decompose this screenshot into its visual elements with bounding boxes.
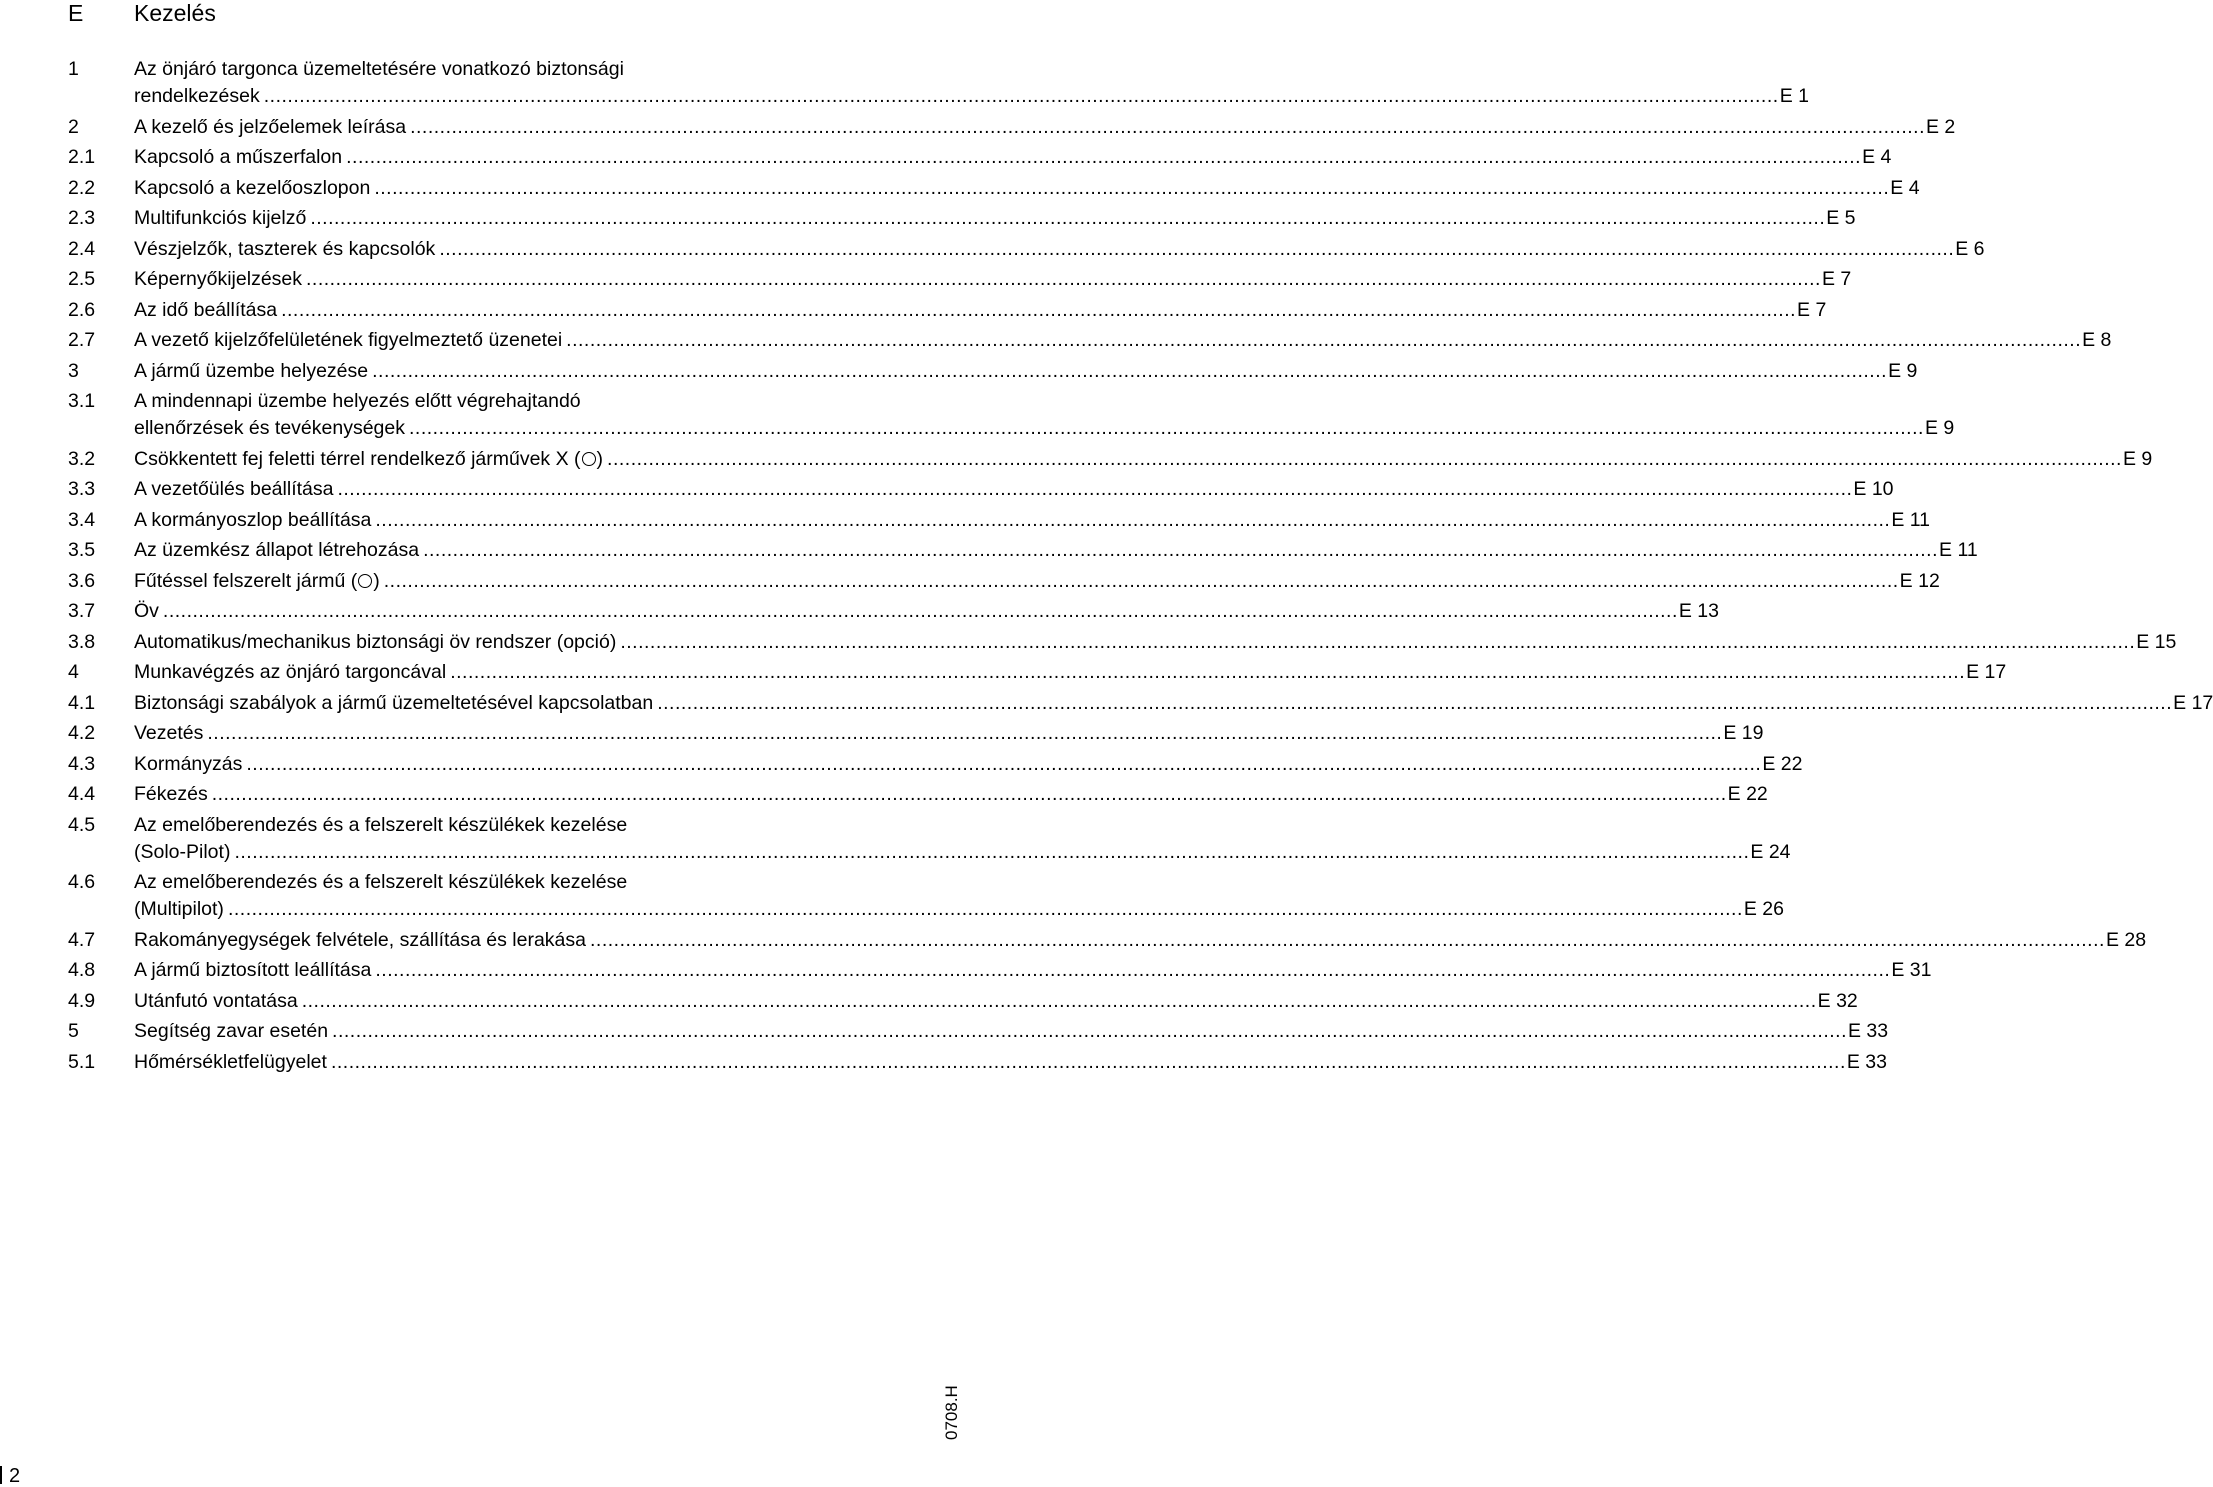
toc-section-number: 4.1	[68, 691, 96, 714]
toc-title-line: Az emelőberendezés és a felszerelt készülékek kezelése	[134, 813, 628, 836]
toc-entry[interactable]	[68, 659, 2007, 686]
toc-dot-leader	[384, 568, 1899, 595]
toc-entry-body	[134, 1049, 1887, 1076]
toc-page-reference: E 24	[1750, 840, 1791, 863]
toc-leader-line	[134, 415, 1954, 442]
toc-leader-line	[134, 476, 1894, 503]
toc-title	[134, 297, 277, 324]
toc-leader-line	[134, 568, 1940, 595]
toc-section-number: 2.7	[68, 329, 96, 351]
toc-title	[134, 690, 653, 717]
toc-page-reference: E 7	[1821, 268, 1852, 290]
toc-title-suffix: )	[596, 447, 604, 470]
toc-title	[134, 446, 603, 473]
toc-section-number: 4.6	[68, 871, 96, 893]
toc-entry-body	[134, 507, 1930, 534]
toc-page-reference: E 4	[1890, 176, 1920, 199]
toc-title-text: (Solo-Pilot)	[134, 840, 231, 863]
toc-entry-body	[134, 266, 1851, 293]
toc-title-text: Multifunkciós kijelző	[134, 207, 307, 229]
toc-dot-leader	[657, 690, 2172, 717]
toc-title-text: Kapcsoló a kezelőoszlopon	[134, 176, 371, 199]
toc-leader-line	[134, 175, 1920, 202]
toc-page-reference: E 28	[2105, 928, 2147, 951]
toc-leader-line	[134, 537, 1978, 564]
toc-entry-body	[134, 869, 1784, 923]
toc-title	[134, 144, 342, 171]
toc-title	[134, 927, 586, 954]
toc-page-reference: E 2	[1926, 115, 1956, 138]
toc-title	[134, 476, 333, 503]
toc-page-reference: E 11	[1939, 539, 1978, 561]
toc-dot-leader	[234, 839, 1749, 866]
toc-title-text: (Multipilot)	[134, 898, 224, 920]
toc-entry[interactable]	[68, 297, 1827, 324]
toc-section-number: 4.8	[68, 959, 96, 981]
toc-entry-body	[134, 175, 1920, 202]
toc-section-number: 4.9	[68, 989, 96, 1012]
toc-title	[134, 751, 242, 778]
toc-entry-body	[134, 568, 1940, 595]
chapter-letter: E	[68, 0, 84, 26]
toc-title	[134, 896, 224, 923]
toc-entry[interactable]	[68, 56, 1809, 110]
toc-leader-line	[134, 266, 1851, 293]
page-number	[0, 1465, 20, 1487]
toc-entry-body	[134, 812, 1791, 866]
toc-title	[134, 266, 302, 293]
toc-title-suffix: )	[373, 569, 380, 592]
toc-title	[134, 507, 371, 534]
toc-title-text: A kormányoszlop beállítása	[134, 508, 372, 531]
toc-section-number: 2.1	[68, 146, 96, 168]
toc-page-reference: E 7	[1797, 298, 1827, 321]
toc-title-text: rendelkezések	[134, 85, 260, 107]
toc-entry-body	[134, 358, 1917, 385]
toc-entry-body	[134, 659, 2006, 686]
toc-entry[interactable]	[68, 927, 2147, 954]
toc-title	[134, 781, 208, 808]
toc-dot-leader	[281, 297, 1796, 324]
toc-section-number: 5	[68, 1020, 79, 1042]
chapter-title: Kezelés	[134, 0, 216, 26]
toc-leader-line	[134, 751, 1802, 778]
toc-title-text: A jármű üzembe helyezése	[134, 359, 369, 382]
toc-title-text: A jármű biztosított leállítása	[134, 959, 372, 981]
toc-page-reference: E 8	[2082, 329, 2112, 351]
toc-page-reference: E 26	[1743, 898, 1784, 920]
toc-page-reference: E 9	[1924, 417, 1955, 439]
toc-entry-body	[134, 327, 2111, 354]
toc-leader-line	[134, 659, 2006, 686]
option-circle-icon	[582, 452, 596, 466]
toc-entry-body	[134, 598, 1719, 625]
toc-section-number: 2.6	[68, 298, 96, 321]
toc-page-reference: E 22	[1762, 752, 1803, 775]
toc-title	[134, 629, 616, 656]
toc-entry-body	[134, 446, 2152, 473]
toc-dot-leader	[246, 751, 1761, 778]
toc-title-line: A mindennapi üzembe helyezés előtt végrehajtandó	[134, 390, 581, 412]
toc-leader-line	[134, 236, 1985, 263]
toc-section-number: 3.2	[68, 447, 96, 470]
toc-title	[134, 114, 406, 141]
toc-dot-leader	[264, 83, 1779, 110]
toc-entry[interactable]	[68, 144, 1892, 171]
toc-title	[134, 839, 230, 866]
toc-title-text: Az idő beállítása	[134, 298, 278, 321]
toc-section-number: 5.1	[68, 1050, 96, 1073]
toc-section-number: 2.3	[68, 207, 96, 229]
toc-title-text: Kapcsoló a műszerfalon	[134, 146, 343, 168]
toc-title-text: Az üzemkész állapot létrehozása	[134, 539, 420, 561]
toc-entry[interactable]	[68, 869, 1784, 923]
toc-entry-body	[134, 56, 1809, 110]
toc-dot-leader	[207, 720, 1722, 747]
toc-section-number: 4.3	[68, 752, 96, 775]
toc-entry-body	[134, 1018, 1888, 1045]
toc-section-number: 3	[68, 359, 79, 382]
toc-dot-leader	[212, 781, 1727, 808]
toc-dot-leader	[310, 205, 1825, 232]
toc-leader-line	[134, 927, 2146, 954]
toc-entry-body	[134, 205, 1856, 232]
toc-entry[interactable]	[68, 720, 1764, 747]
toc-entry-body	[134, 690, 2213, 717]
toc-leader-line	[134, 598, 1719, 625]
toc-title-text: Segítség zavar esetén	[134, 1020, 329, 1042]
toc-title-text: Fűtéssel felszerelt jármű (	[134, 569, 358, 592]
toc-entry[interactable]	[68, 812, 1791, 866]
toc-entry-body	[134, 927, 2146, 954]
toc-leader-line	[134, 83, 1809, 110]
toc-title	[134, 175, 370, 202]
toc-dot-leader	[375, 957, 1890, 984]
toc-dot-leader	[410, 114, 1925, 141]
toc-entry[interactable]	[68, 598, 1719, 625]
toc-entry-body	[134, 988, 1858, 1015]
toc-entry[interactable]	[68, 988, 1858, 1015]
toc-title	[134, 988, 298, 1015]
toc-entry[interactable]	[68, 175, 1920, 202]
toc-page-reference: E 15	[2136, 630, 2177, 653]
toc-title-text: Vészjelzők, taszterek és kapcsolók	[134, 237, 436, 260]
toc-section-number: 1	[68, 58, 79, 80]
toc-leader-line	[134, 327, 2111, 354]
toc-entry[interactable]	[68, 537, 1978, 564]
toc-entry[interactable]	[68, 507, 1930, 534]
toc-leader-line	[134, 957, 1931, 984]
toc-title	[134, 659, 446, 686]
toc-dot-leader	[228, 896, 1743, 923]
toc-leader-line	[134, 114, 1955, 141]
toc-title	[134, 957, 371, 984]
toc-leader-line	[134, 358, 1917, 385]
toc-leader-line	[134, 690, 2213, 717]
toc-title-text: Rakományegységek felvétele, szállítása és lerakása	[134, 928, 586, 951]
toc-section-number: 2	[68, 115, 79, 138]
toc-entry-body	[134, 297, 1826, 324]
toc-entry[interactable]	[68, 114, 1956, 141]
toc-section-number: 3.8	[68, 630, 96, 653]
toc-dot-leader	[423, 537, 1938, 564]
toc-entry[interactable]	[68, 568, 1940, 595]
toc-section-number: 3.6	[68, 569, 96, 592]
toc-entry-body	[134, 114, 1955, 141]
toc-leader-line	[134, 988, 1858, 1015]
toc-dot-leader	[439, 236, 1954, 263]
toc-entry[interactable]	[68, 388, 1955, 442]
toc-page-reference: E 6	[1955, 237, 1985, 260]
toc-title	[134, 1018, 328, 1045]
toc-title-text: Csökkentett fej feletti térrel rendelkező járművek X (	[134, 447, 581, 470]
toc-title-text: Hőmérsékletfelügyelet	[134, 1050, 327, 1073]
toc-section-number: 3.4	[68, 508, 96, 531]
toc-title-text: Fékezés	[134, 783, 208, 805]
toc-title	[134, 236, 435, 263]
toc-title	[134, 720, 203, 747]
toc-dot-leader	[409, 415, 1924, 442]
toc-title	[134, 83, 260, 110]
toc-entry-body	[134, 236, 1985, 263]
toc-page-reference: E 22	[1727, 783, 1768, 805]
toc-leader-line	[134, 297, 1826, 324]
toc-entry-body	[134, 781, 1768, 808]
page-number-value: 2	[9, 1465, 21, 1487]
toc-title	[134, 537, 419, 564]
option-circle-icon	[358, 574, 372, 588]
toc-dot-leader	[607, 446, 2122, 473]
toc-title-text: Képernyőkijelzések	[134, 268, 303, 290]
toc-section-number: 2.4	[68, 237, 96, 260]
toc-entry-body	[134, 476, 1894, 503]
toc-entry[interactable]	[68, 327, 2112, 354]
toc-entry[interactable]	[68, 266, 1852, 293]
toc-leader-line	[134, 507, 1930, 534]
toc-page-reference: E 9	[2122, 447, 2153, 470]
toc-title-line: Az önjáró targonca üzemeltetésére vonatkozó biztonsági	[134, 58, 624, 80]
table-of-contents	[68, 56, 2213, 1079]
toc-title-text: ellenőrzések és tevékenységek	[134, 417, 405, 439]
toc-entry[interactable]	[68, 781, 1768, 808]
toc-leader-line	[134, 446, 2152, 473]
toc-page-reference: E 32	[1817, 989, 1858, 1012]
toc-entry[interactable]	[68, 629, 2177, 656]
toc-dot-leader	[163, 598, 1678, 625]
toc-dot-leader	[332, 1018, 1847, 1045]
toc-entry[interactable]	[68, 446, 2153, 473]
page-header	[68, 0, 216, 26]
toc-dot-leader	[374, 175, 1889, 202]
toc-dot-leader	[337, 476, 1852, 503]
toc-title-text: Kormányzás	[134, 752, 243, 775]
toc-page-reference: E 33	[1846, 1050, 1887, 1073]
toc-page-reference: E 31	[1891, 959, 1932, 981]
toc-dot-leader	[375, 507, 1890, 534]
toc-entry[interactable]	[68, 1049, 1887, 1076]
toc-dot-leader	[372, 358, 1887, 385]
toc-leader-line	[134, 1049, 1887, 1076]
toc-section-number: 3.7	[68, 600, 96, 622]
toc-title-text: A kezelő és jelzőelemek leírása	[134, 115, 407, 138]
toc-entry[interactable]	[68, 358, 1918, 385]
toc-entry[interactable]	[68, 236, 1985, 263]
toc-entry[interactable]	[68, 205, 1856, 232]
toc-title-line: Az emelőberendezés és a felszerelt készülékek kezelése	[134, 871, 628, 893]
toc-page-reference: E 12	[1899, 569, 1940, 592]
toc-section-number: 4.2	[68, 722, 96, 744]
toc-page-reference: E 10	[1853, 478, 1894, 500]
toc-section-number: 2.2	[68, 176, 96, 199]
toc-page-reference: E 13	[1678, 600, 1719, 622]
toc-title	[134, 568, 380, 595]
document-code: 0708.H	[942, 1385, 961, 1440]
toc-dot-leader	[302, 988, 1817, 1015]
toc-page-reference: E 33	[1847, 1020, 1889, 1042]
toc-leader-line	[134, 205, 1856, 232]
toc-page-reference: E 11	[1891, 508, 1930, 531]
toc-leader-line	[134, 896, 1784, 923]
toc-title	[134, 1049, 327, 1076]
toc-page-reference: E 19	[1723, 722, 1764, 744]
toc-page-reference: E 9	[1888, 359, 1918, 382]
toc-entry-body	[134, 537, 1978, 564]
toc-entry[interactable]	[68, 476, 1894, 503]
toc-page-reference: E 5	[1826, 207, 1856, 229]
toc-title-text: A vezetőülés beállítása	[134, 478, 334, 500]
toc-entry[interactable]	[68, 957, 1932, 984]
toc-title-text: Munkavégzés az önjáró targoncával	[134, 661, 447, 683]
toc-entry-body	[134, 629, 2176, 656]
toc-entry[interactable]	[68, 751, 1803, 778]
toc-dot-leader	[331, 1049, 1846, 1076]
toc-dot-leader	[450, 659, 1965, 686]
toc-section-number: 2.5	[68, 268, 96, 290]
toc-section-number: 4.7	[68, 928, 96, 951]
toc-entry-body	[134, 388, 1954, 442]
toc-leader-line	[134, 720, 1763, 747]
toc-title-text: Utánfutó vontatása	[134, 989, 298, 1012]
toc-entry-body	[134, 720, 1763, 747]
toc-title	[134, 205, 306, 232]
toc-page-reference: E 17	[2173, 691, 2213, 714]
toc-dot-leader	[306, 266, 1821, 293]
toc-dot-leader	[346, 144, 1861, 171]
toc-page-reference: E 17	[1966, 661, 2007, 683]
toc-title-text: A vezető kijelzőfelületének figyelmeztető üzenetei	[134, 329, 563, 351]
toc-section-number: 3.3	[68, 478, 96, 500]
toc-entry[interactable]	[68, 1018, 1889, 1045]
toc-section-number: 4.4	[68, 783, 96, 805]
toc-section-number: 4.5	[68, 813, 96, 836]
toc-title	[134, 358, 368, 385]
toc-leader-line	[134, 839, 1791, 866]
toc-title	[134, 598, 159, 625]
toc-leader-line	[134, 629, 2176, 656]
toc-dot-leader	[566, 327, 2081, 354]
toc-title-text: Vezetés	[134, 722, 204, 744]
toc-entry-body	[134, 144, 1891, 171]
toc-title	[134, 327, 562, 354]
toc-dot-leader	[620, 629, 2135, 656]
page-number-bar	[0, 1466, 2, 1484]
toc-title-text: Öv	[134, 600, 159, 622]
toc-section-number: 3.1	[68, 390, 96, 412]
toc-entry[interactable]	[68, 690, 2213, 717]
toc-section-number: 4	[68, 661, 79, 683]
toc-entry-body	[134, 751, 1802, 778]
toc-section-number: 3.5	[68, 539, 96, 561]
toc-leader-line	[134, 144, 1891, 171]
toc-leader-line	[134, 781, 1768, 808]
toc-title-text: Automatikus/mechanikus biztonsági öv rendszer (opció)	[134, 630, 617, 653]
toc-page-reference: E 1	[1779, 85, 1809, 107]
toc-leader-line	[134, 1018, 1888, 1045]
toc-dot-leader	[590, 927, 2105, 954]
toc-page-reference: E 4	[1862, 146, 1892, 168]
toc-title-text: Biztonsági szabályok a jármű üzemeltetésével kapcsolatban	[134, 691, 654, 714]
toc-title	[134, 415, 405, 442]
toc-entry-body	[134, 957, 1931, 984]
